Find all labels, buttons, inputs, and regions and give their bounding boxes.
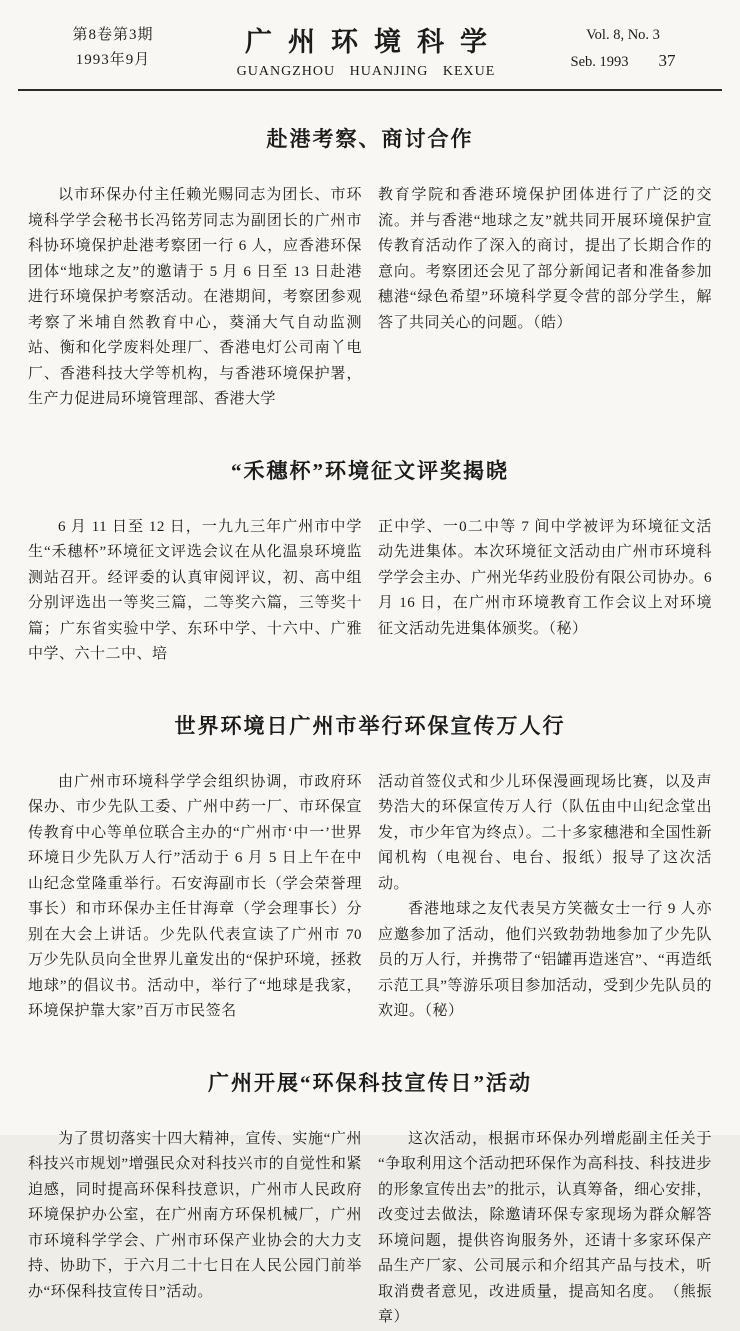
article-title: 广州开展“环保科技宣传日”活动 [208,1070,532,1095]
paragraph: 教育学院和香港环境保护团体进行了广泛的交流。并与香港“地球之友”就共同开展环境保护宣传教育活动作了深入的商讨，提出了长期合作的意向。考察团还会见了部分新闻记者和准备参加穗港“绿色希望”环境科学夏令营的部分学生，解答了共同关心的问题。（皓） [378,187,712,331]
article-column-right [378,183,712,413]
issue-date-en: Seb. 1993 [570,54,629,70]
masthead [28,0,712,80]
volume-info: Vol. 8, No. 3 [586,27,660,43]
paragraph: 由广州市环境科学学会组织协调，市政府环保办、市少先队工委、广州中药一厂、市环保宣传教育中心等单位联合主办的“广州市‘中一’世界环境日少先队万人行”活动于 6 月 5 日上午在中山纪念堂隆重举行。石安海副市长（学会荣誉理事长）和市环保办主任甘海章（学会理事长）分别在大会上讲话。少先队代表宣读了广州市 70 万少先队员向全世界儿童发出的“保护环境，拯救地球”的倡议书。活动中，举行了“地球是我家，环境保护靠大家”百万市民签名 [28,773,362,1019]
paragraph: 以市环保办付主任赖光赐同志为团长、市环境科学学会秘书长冯铭芳同志为副团长的广州市科协环境保护赴港考察团一行 6 人，应香港环保团体“地球之友”的邀请于 5 月 6 日至 13 日赴港进行环境保护考察活动。在港期间，考察团参观考察了米埔自然教育中心，葵涌大气自动监测站、衡和化学废料处理厂、香港电灯公司南丫电厂、香港科技大学等机构，与香港环境保护署，生产力促进局环境管理部、香港大学 [28,187,362,407]
article-column-right [378,1127,712,1331]
page-number: 37 [658,51,676,70]
header-divider [18,89,722,91]
paragraph: 这次活动，根据市环保办列增彪副主任关于“争取利用这个活动把环保作为高科技、科技进步的形象宣传出去”的批示，认真筹备，细心安排，改变过去做法，除邀请环保专家现场为群众解答环境问题，提供咨询服务外，还请十多家环保产品生产厂家、公司展示和介绍其产品与技术，听取消费者意见，改进质量，提高知名度。 （熊振章） [378,1130,712,1325]
issue-date-cn: 1993年9月 [75,52,151,68]
article-column-right [378,770,712,1025]
article-column-left [28,1127,362,1331]
article-column-right [378,515,712,668]
paragraph: 正中学、一0二中等 7 间中学被评为环境征文活动先进集体。本次环境征文活动由广州市环境科学学会主办、广州光华药业股份有限公司协办。6 月 16 日，在广州市环境教育工作会议上对环境征文活动先进集体颁奖。（秘） [378,518,712,637]
journal-title: 广州环境科学 [245,27,503,57]
article-environment-day-march [28,710,712,1025]
article-body [28,770,712,1025]
article-title: 世界环境日广州市举行环保宣传万人行 [174,713,566,738]
article-hk-visit [28,123,712,413]
article-body [28,1127,712,1331]
article-title: 赴港考察、商讨合作 [266,127,474,151]
issue-info-cn: 第8卷第3期 [72,27,154,43]
article-title: “禾穗杯”环境征文评奖揭晓 [231,458,509,483]
masthead-left [28,20,198,73]
article-column-left [28,770,362,1025]
paragraph: 6 月 11 日至 12 日，一九九三年广州市中学生“禾穗杯”环境征文评选会议在从化温泉环境监测站召开。经评委的认真审阅评议，初、高中组分别评选出一等奖三篇，二等奖六篇，三等奖十篇；广东省实验中学、东环中学、十六中、广雅中学、六十二中、培 [28,518,362,662]
journal-pinyin: GUANGZHOU HUANJING KEXUE [236,64,496,79]
masthead-center [198,20,534,80]
paragraph: 为了贯切落实十四大精神，宣传、实施“广州科技兴市规划”增强民众对科技兴市的自觉性和紧迫感，同时提高环保科技意识，广州市人民政府环境保护办公室，在广州南方环保机械厂，广州市环境科学学会、广州市环保产业协会的大力支持、协助下，于六月二十七日在人民公园门前举办“环保科技宣传日”活动。 [28,1130,362,1300]
masthead-right [534,20,712,75]
article-column-left [28,515,362,668]
paragraph: 香港地球之友代表吴方笑薇女士一行 9 人亦应邀参加了活动，他们兴致勃勃地参加了少先队员的万人行，并携带了“铝罐再造迷宫”、“再造纸示范工具”等游乐项目参加活动，受到少先队员的欢迎。（秘） [378,901,712,1019]
article-body [28,183,712,413]
paragraph: 活动首签仪式和少儿环保漫画现场比赛，以及声势浩大的环保宣传万人行（队伍由中山纪念堂出发，市少年官为终点）。二十多家穗港和全国性新闻机构（电视台、电台、报纸）报导了这次活动。 [378,773,712,892]
article-body [28,515,712,668]
article-column-left [28,183,362,413]
article-essay-award [28,455,712,668]
article-tech-publicity-day [28,1067,712,1331]
